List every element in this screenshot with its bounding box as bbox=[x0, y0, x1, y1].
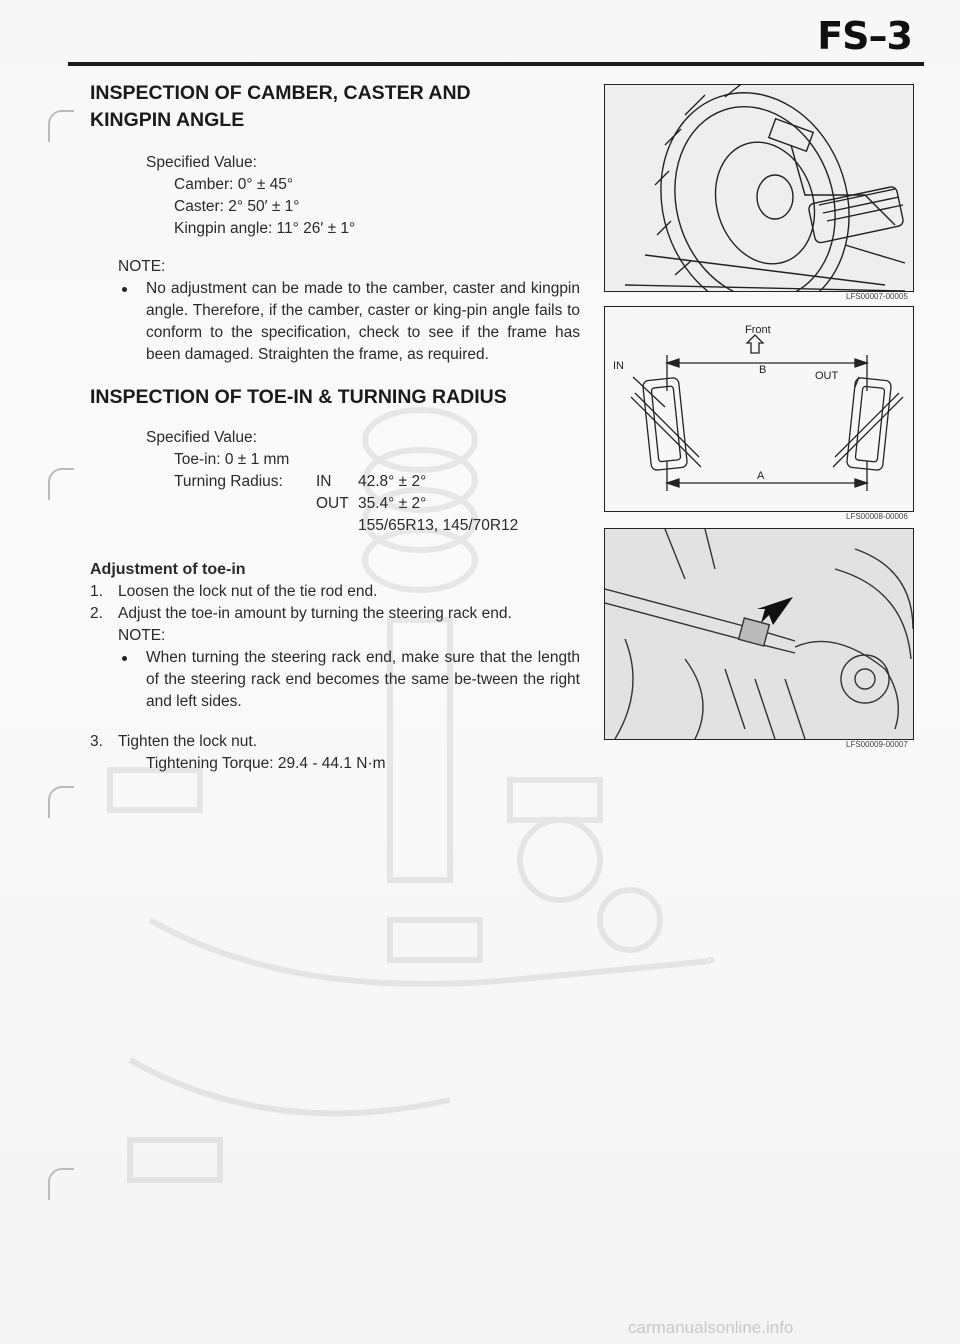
tire-size-row bbox=[174, 515, 580, 537]
tightening-torque: Tightening Torque: 29.4 - 44.1 N·m bbox=[146, 755, 386, 772]
camber-spec-block bbox=[146, 152, 580, 240]
note-label: NOTE: bbox=[118, 258, 166, 275]
step-text: Loosen the lock nut of the tie rod end. bbox=[118, 583, 378, 600]
toe-in-spec-block bbox=[146, 427, 580, 537]
binder-tab-mark bbox=[48, 110, 74, 142]
turning-in-label: IN bbox=[316, 473, 332, 490]
turning-out-value: 35.4° ± 2° bbox=[358, 495, 427, 512]
step-3 bbox=[90, 731, 580, 753]
step-number: 2. bbox=[90, 605, 103, 622]
step-number: 3. bbox=[90, 733, 103, 750]
tie-rod-illustration bbox=[605, 529, 913, 739]
figure-camber-gauge bbox=[604, 84, 914, 292]
turning-radius-in-row bbox=[174, 471, 580, 493]
step-1 bbox=[90, 581, 580, 603]
spec-label: Specified Value: bbox=[146, 429, 257, 446]
section-title-line: KINGPIN ANGLE bbox=[90, 109, 245, 131]
step-number: 1. bbox=[90, 583, 103, 600]
section-title-camber bbox=[90, 80, 580, 134]
figure-toe-in-diagram bbox=[604, 306, 914, 512]
binder-tab-mark bbox=[48, 786, 74, 818]
step-2 bbox=[90, 603, 580, 625]
wheel-gauge-illustration bbox=[605, 85, 913, 291]
dimension-a-label: A bbox=[757, 470, 765, 482]
caster-value: Caster: 2° 50′ ± 1° bbox=[174, 198, 300, 215]
step-2-note-label: NOTE: bbox=[118, 627, 166, 644]
figure-code: LFS00007-00005 bbox=[846, 292, 908, 301]
camber-value: Camber: 0° ± 45° bbox=[174, 176, 294, 193]
toe-in-diagram bbox=[605, 307, 913, 511]
in-label: IN bbox=[613, 360, 624, 372]
binder-tab-mark bbox=[48, 468, 74, 500]
binder-tab-mark bbox=[48, 1168, 74, 1200]
front-label: Front bbox=[745, 324, 771, 336]
step-text: Adjust the toe-in amount by turning the steering rack end. bbox=[118, 605, 512, 622]
dimension-b-label: B bbox=[759, 364, 767, 376]
step-2-note-bullet: When turning the steering rack end, make sure that the length of the steering rack end becomes the same be-tween the right and left sides. bbox=[118, 647, 580, 713]
figure-code: LFS00009-00007 bbox=[846, 740, 908, 749]
figure-code: LFS00008-00006 bbox=[846, 512, 908, 521]
kingpin-value: Kingpin angle: 11° 26′ ± 1° bbox=[174, 220, 356, 237]
tire-sizes: 155/65R13, 145/70R12 bbox=[358, 517, 519, 534]
out-label: OUT bbox=[815, 370, 839, 382]
main-text-column bbox=[90, 80, 580, 775]
watermark: carmanualsonline.info bbox=[628, 1318, 794, 1337]
turning-radius-out-row bbox=[174, 493, 580, 515]
adjustment-title: Adjustment of toe-in bbox=[90, 561, 246, 578]
turning-radius-label: Turning Radius: bbox=[174, 473, 283, 490]
header-rule bbox=[68, 62, 924, 66]
page-code: FS–3 bbox=[817, 14, 912, 58]
turning-in-value: 42.8° ± 2° bbox=[358, 473, 427, 490]
spec-label: Specified Value: bbox=[146, 154, 257, 171]
section-title-toe-in: INSPECTION OF TOE-IN & TURNING RADIUS bbox=[90, 386, 507, 408]
step-text: Tighten the lock nut. bbox=[118, 733, 258, 750]
section-title-line: INSPECTION OF CAMBER, CASTER AND bbox=[90, 82, 471, 104]
figure-tie-rod-end bbox=[604, 528, 914, 740]
toe-in-value: Toe-in: 0 ± 1 mm bbox=[174, 451, 290, 468]
turning-out-label: OUT bbox=[316, 495, 349, 512]
note-bullet: No adjustment can be made to the camber, caster and kingpin angle. Therefore, if the camber, caster or king-pin angle fails to conform to the specification, check to see if the frame has been damaged. Straighten the frame, as required. bbox=[118, 278, 580, 366]
